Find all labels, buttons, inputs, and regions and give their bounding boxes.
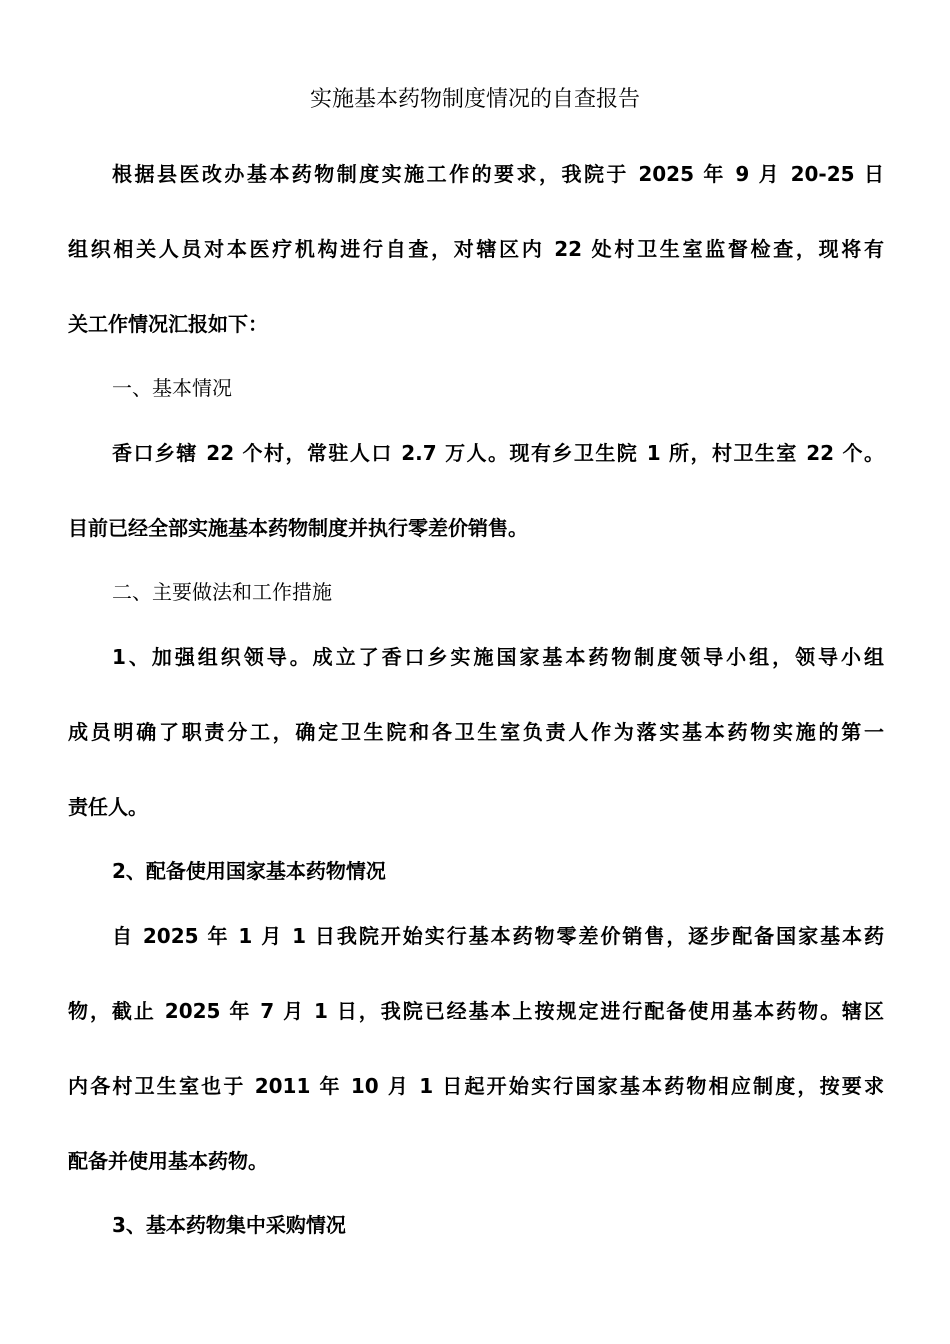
item-2-line-1: 自 2025 年 1 月 1 日我院开始实行基本药物零差价销售，逐步配备国家基本药	[112, 924, 884, 948]
section-1-line-2: 目前已经全部实施基本药物制度并执行零差价销售。	[68, 516, 528, 540]
intro-line-1: 根据县医改办基本药物制度实施工作的要求，我院于 2025 年 9 月 20-25 日	[112, 162, 884, 186]
section-2-heading: 二、主要做法和工作措施	[112, 580, 332, 604]
intro-line-3: 关工作情况汇报如下：	[68, 312, 268, 336]
intro-line-2: 组织相关人员对本医疗机构进行自查，对辖区内 22 处村卫生室监督检查，现将有	[68, 237, 884, 261]
item-1-line-1: 1、加强组织领导。成立了香口乡实施国家基本药物制度领导小组，领导小组	[112, 645, 884, 669]
item-1-line-2: 成员明确了职责分工，确定卫生院和各卫生室负责人作为落实基本药物实施的第一	[68, 720, 884, 744]
item-2-line-3: 内各村卫生室也于 2011 年 10 月 1 日起开始实行国家基本药物相应制度，按要求	[68, 1074, 884, 1098]
item-2-heading: 2、配备使用国家基本药物情况	[112, 859, 386, 883]
item-2-line-4: 配备并使用基本药物。	[68, 1149, 268, 1173]
document-title: 实施基本药物制度情况的自查报告	[309, 87, 640, 112]
item-3-heading: 3、基本药物集中采购情况	[112, 1213, 346, 1237]
item-1-line-3: 责任人。	[68, 795, 148, 819]
item-2-line-2: 物，截止 2025 年 7 月 1 日，我院已经基本上按规定进行配备使用基本药物。辖区	[68, 999, 884, 1023]
section-1-line-1: 香口乡辖 22 个村，常驻人口 2.7 万人。现有乡卫生院 1 所，村卫生室 22 个。	[112, 441, 884, 465]
section-1-heading: 一、基本情况	[112, 376, 232, 400]
